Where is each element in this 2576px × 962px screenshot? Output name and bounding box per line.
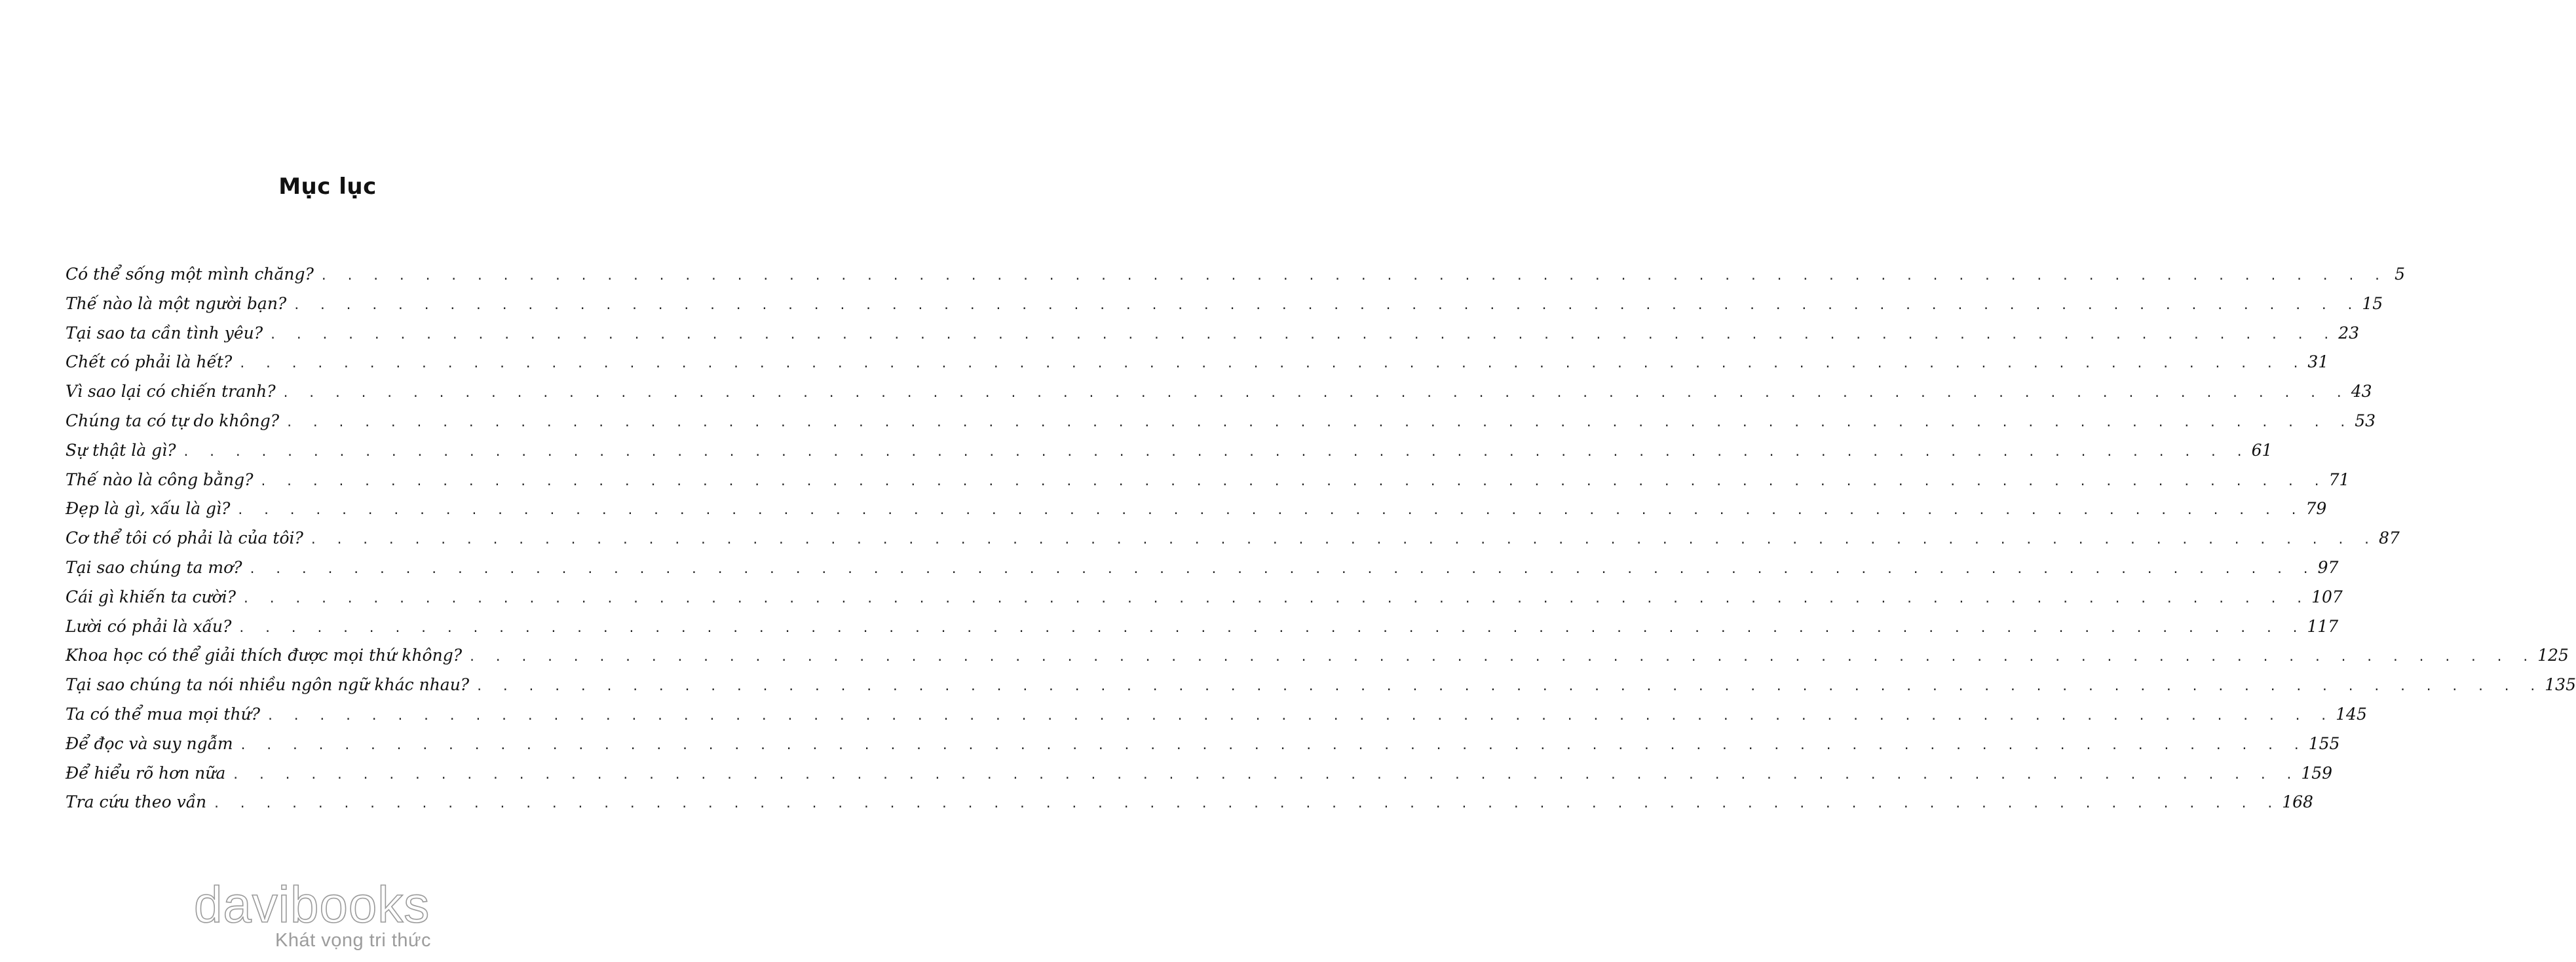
toc-entry — [66, 616, 2339, 646]
toc-entry-page: 168 — [2282, 792, 2313, 812]
toc-entry-title: Thế nào là công bằng? — [66, 470, 254, 489]
toc-entry-page: 135 — [2545, 675, 2576, 695]
toc-entry-page: 53 — [2355, 411, 2376, 430]
watermark-logo: davibooks — [194, 876, 430, 933]
dot-leader: . . . . . . . . . . . . . . . . . . . . . . . . . . . . . . . . . . . . . . . . . . . . . . . . . . . . . . . . . . . . . . . . . . . . . . . . . . . . . . . . — [476, 680, 2543, 694]
toc-entry — [66, 587, 2343, 617]
toc-entry-title: Cơ thể tôi có phải là của tôi? — [66, 528, 303, 548]
toc-entry — [66, 293, 2383, 324]
toc-entry — [66, 528, 2400, 558]
toc-entry-page: 145 — [2336, 704, 2367, 724]
dot-leader: . . . . . . . . . . . . . . . . . . . . . . . . . . . . . . . . . . . . . . . . . . . . . . . . . . . . . . . . . . . . . . . . . . . . . . . . . . . . . . . . — [213, 797, 2280, 811]
toc-entry-page: 61 — [2251, 440, 2273, 460]
toc-entry-title: Lười có phải là xấu? — [66, 616, 232, 636]
page-title: Mục lục — [278, 174, 377, 200]
dot-leader: . . . . . . . . . . . . . . . . . . . . . . . . . . . . . . . . . . . . . . . . . . . . . . . . . . . . . . . . . . . . . . . . . . . . . . . . . . . . . . . . — [468, 650, 2535, 665]
dot-leader: . . . . . . . . . . . . . . . . . . . . . . . . . . . . . . . . . . . . . . . . . . . . . . . . . . . . . . . . . . . . . . . . . . . . . . . . . . . . . . . . — [182, 445, 2249, 459]
toc-entry-page: 97 — [2317, 557, 2339, 577]
toc-entry-title: Có thể sống một mình chăng? — [66, 265, 314, 284]
toc-entry — [66, 557, 2339, 587]
toc-entry-page: 159 — [2301, 763, 2333, 783]
toc-entry-title: Tra cứu theo vần — [66, 792, 207, 812]
watermark — [194, 876, 469, 957]
dot-leader: . . . . . . . . . . . . . . . . . . . . . . . . . . . . . . . . . . . . . . . . . . . . . . . . . . . . . . . . . . . . . . . . . . . . . . . . . . . . . . . . — [309, 533, 2376, 547]
toc-entry — [66, 792, 2313, 822]
toc-entry-title: Ta có thể mua mọi thứ? — [66, 704, 261, 724]
toc-entry-title: Vì sao lại có chiến tranh? — [66, 382, 276, 401]
toc-entry-page: 155 — [2308, 733, 2340, 753]
toc-entry-page: 117 — [2307, 616, 2339, 636]
toc-entry-page: 5 — [2395, 265, 2405, 284]
toc-entry-title: Chết có phải là hết? — [66, 352, 233, 372]
toc-entry-title: Để đọc và suy ngẫm — [66, 733, 233, 753]
toc-entry-title: Thế nào là một người bạn? — [66, 293, 287, 313]
dot-leader: . . . . . . . . . . . . . . . . . . . . . . . . . . . . . . . . . . . . . . . . . . . . . . . . . . . . . . . . . . . . . . . . . . . . . . . . . . . . . . . . — [259, 474, 2326, 489]
toc-entry-title: Cái gì khiến ta cười? — [66, 587, 237, 606]
dot-leader: . . . . . . . . . . . . . . . . . . . . . . . . . . . . . . . . . . . . . . . . . . . . . . . . . . . . . . . . . . . . . . . . . . . . . . . . . . . . . . . . — [282, 386, 2349, 401]
toc-entry-page: 23 — [2338, 323, 2360, 342]
toc-entry-page: 15 — [2362, 293, 2383, 313]
dot-leader: . . . . . . . . . . . . . . . . . . . . . . . . . . . . . . . . . . . . . . . . . . . . . . . . . . . . . . . . . . . . . . . . . . . . . . . . . . . . . . . . — [238, 621, 2305, 635]
dot-leader: . . . . . . . . . . . . . . . . . . . . . . . . . . . . . . . . . . . . . . . . . . . . . . . . . . . . . . . . . . . . . . . . . . . . . . . . . . . . . . . . — [248, 562, 2315, 576]
toc-entry-title: Tại sao chúng ta mơ? — [66, 557, 242, 577]
toc-entry-page: 125 — [2537, 646, 2569, 665]
toc-entry — [66, 763, 2333, 793]
dot-leader: . . . . . . . . . . . . . . . . . . . . . . . . . . . . . . . . . . . . . . . . . . . . . . . . . . . . . . . . . . . . . . . . . . . . . . . . . . . . . . . . — [238, 357, 2305, 371]
toc-entry — [66, 382, 2372, 411]
toc-entry-title: Sự thật là gì? — [66, 440, 176, 460]
toc-entry — [66, 323, 2360, 353]
toc-entry — [66, 470, 2350, 500]
toc-entry — [66, 440, 2273, 470]
toc-entry — [66, 675, 2576, 705]
toc-entry — [66, 265, 2405, 294]
toc-entry-title: Khoa học có thể giải thích được mọi thứ không? — [66, 646, 463, 665]
dot-leader: . . . . . . . . . . . . . . . . . . . . . . . . . . . . . . . . . . . . . . . . . . . . . . . . . . . . . . . . . . . . . . . . . . . . . . . . . . . . . . . . — [269, 327, 2336, 342]
dot-leader: . . . . . . . . . . . . . . . . . . . . . . . . . . . . . . . . . . . . . . . . . . . . . . . . . . . . . . . . . . . . . . . . . . . . . . . . . . . . . . . . — [293, 298, 2360, 312]
toc-entry — [66, 411, 2376, 441]
dot-leader: . . . . . . . . . . . . . . . . . . . . . . . . . . . . . . . . . . . . . . . . . . . . . . . . . . . . . . . . . . . . . . . . . . . . . . . . . . . . . . . . — [239, 738, 2306, 752]
toc-entry — [66, 704, 2367, 734]
dot-leader: . . . . . . . . . . . . . . . . . . . . . . . . . . . . . . . . . . . . . . . . . . . . . . . . . . . . . . . . . . . . . . . . . . . . . . . . . . . . . . . . — [320, 269, 2387, 283]
toc-entry-title: Chúng ta có tự do không? — [66, 411, 280, 430]
toc-entry-page: 43 — [2351, 382, 2372, 401]
toc-entry-page: 87 — [2378, 528, 2400, 548]
toc-entry — [66, 499, 2327, 528]
table-of-contents — [66, 265, 2576, 822]
toc-entry-page: 79 — [2305, 499, 2327, 519]
toc-entry-title: Tại sao ta cần tình yêu? — [66, 323, 263, 342]
dot-leader: . . . . . . . . . . . . . . . . . . . . . . . . . . . . . . . . . . . . . . . . . . . . . . . . . . . . . . . . . . . . . . . . . . . . . . . . . . . . . . . . — [237, 504, 2303, 518]
toc-entry-page: 107 — [2311, 587, 2343, 606]
toc-entry — [66, 352, 2329, 382]
toc-entry-page: 31 — [2307, 352, 2329, 372]
toc-entry-title: Tại sao chúng ta nói nhiều ngôn ngữ khác nhau? — [66, 675, 470, 695]
dot-leader: . . . . . . . . . . . . . . . . . . . . . . . . . . . . . . . . . . . . . . . . . . . . . . . . . . . . . . . . . . . . . . . . . . . . . . . . . . . . . . . . — [267, 709, 2334, 723]
toc-entry — [66, 646, 2569, 675]
toc-entry — [66, 733, 2340, 764]
toc-entry-title: Để hiểu rõ hơn nữa — [66, 763, 226, 783]
dot-leader: . . . . . . . . . . . . . . . . . . . . . . . . . . . . . . . . . . . . . . . . . . . . . . . . . . . . . . . . . . . . . . . . . . . . . . . . . . . . . . . . — [242, 591, 2309, 606]
watermark-tagline: Khát vọng tri thức — [275, 930, 431, 951]
toc-entry-page: 71 — [2328, 470, 2350, 489]
dot-leader: . . . . . . . . . . . . . . . . . . . . . . . . . . . . . . . . . . . . . . . . . . . . . . . . . . . . . . . . . . . . . . . . . . . . . . . . . . . . . . . . — [286, 415, 2353, 430]
dot-leader: . . . . . . . . . . . . . . . . . . . . . . . . . . . . . . . . . . . . . . . . . . . . . . . . . . . . . . . . . . . . . . . . . . . . . . . . . . . . . . . . — [232, 768, 2299, 782]
toc-entry-title: Đẹp là gì, xấu là gì? — [66, 499, 231, 519]
